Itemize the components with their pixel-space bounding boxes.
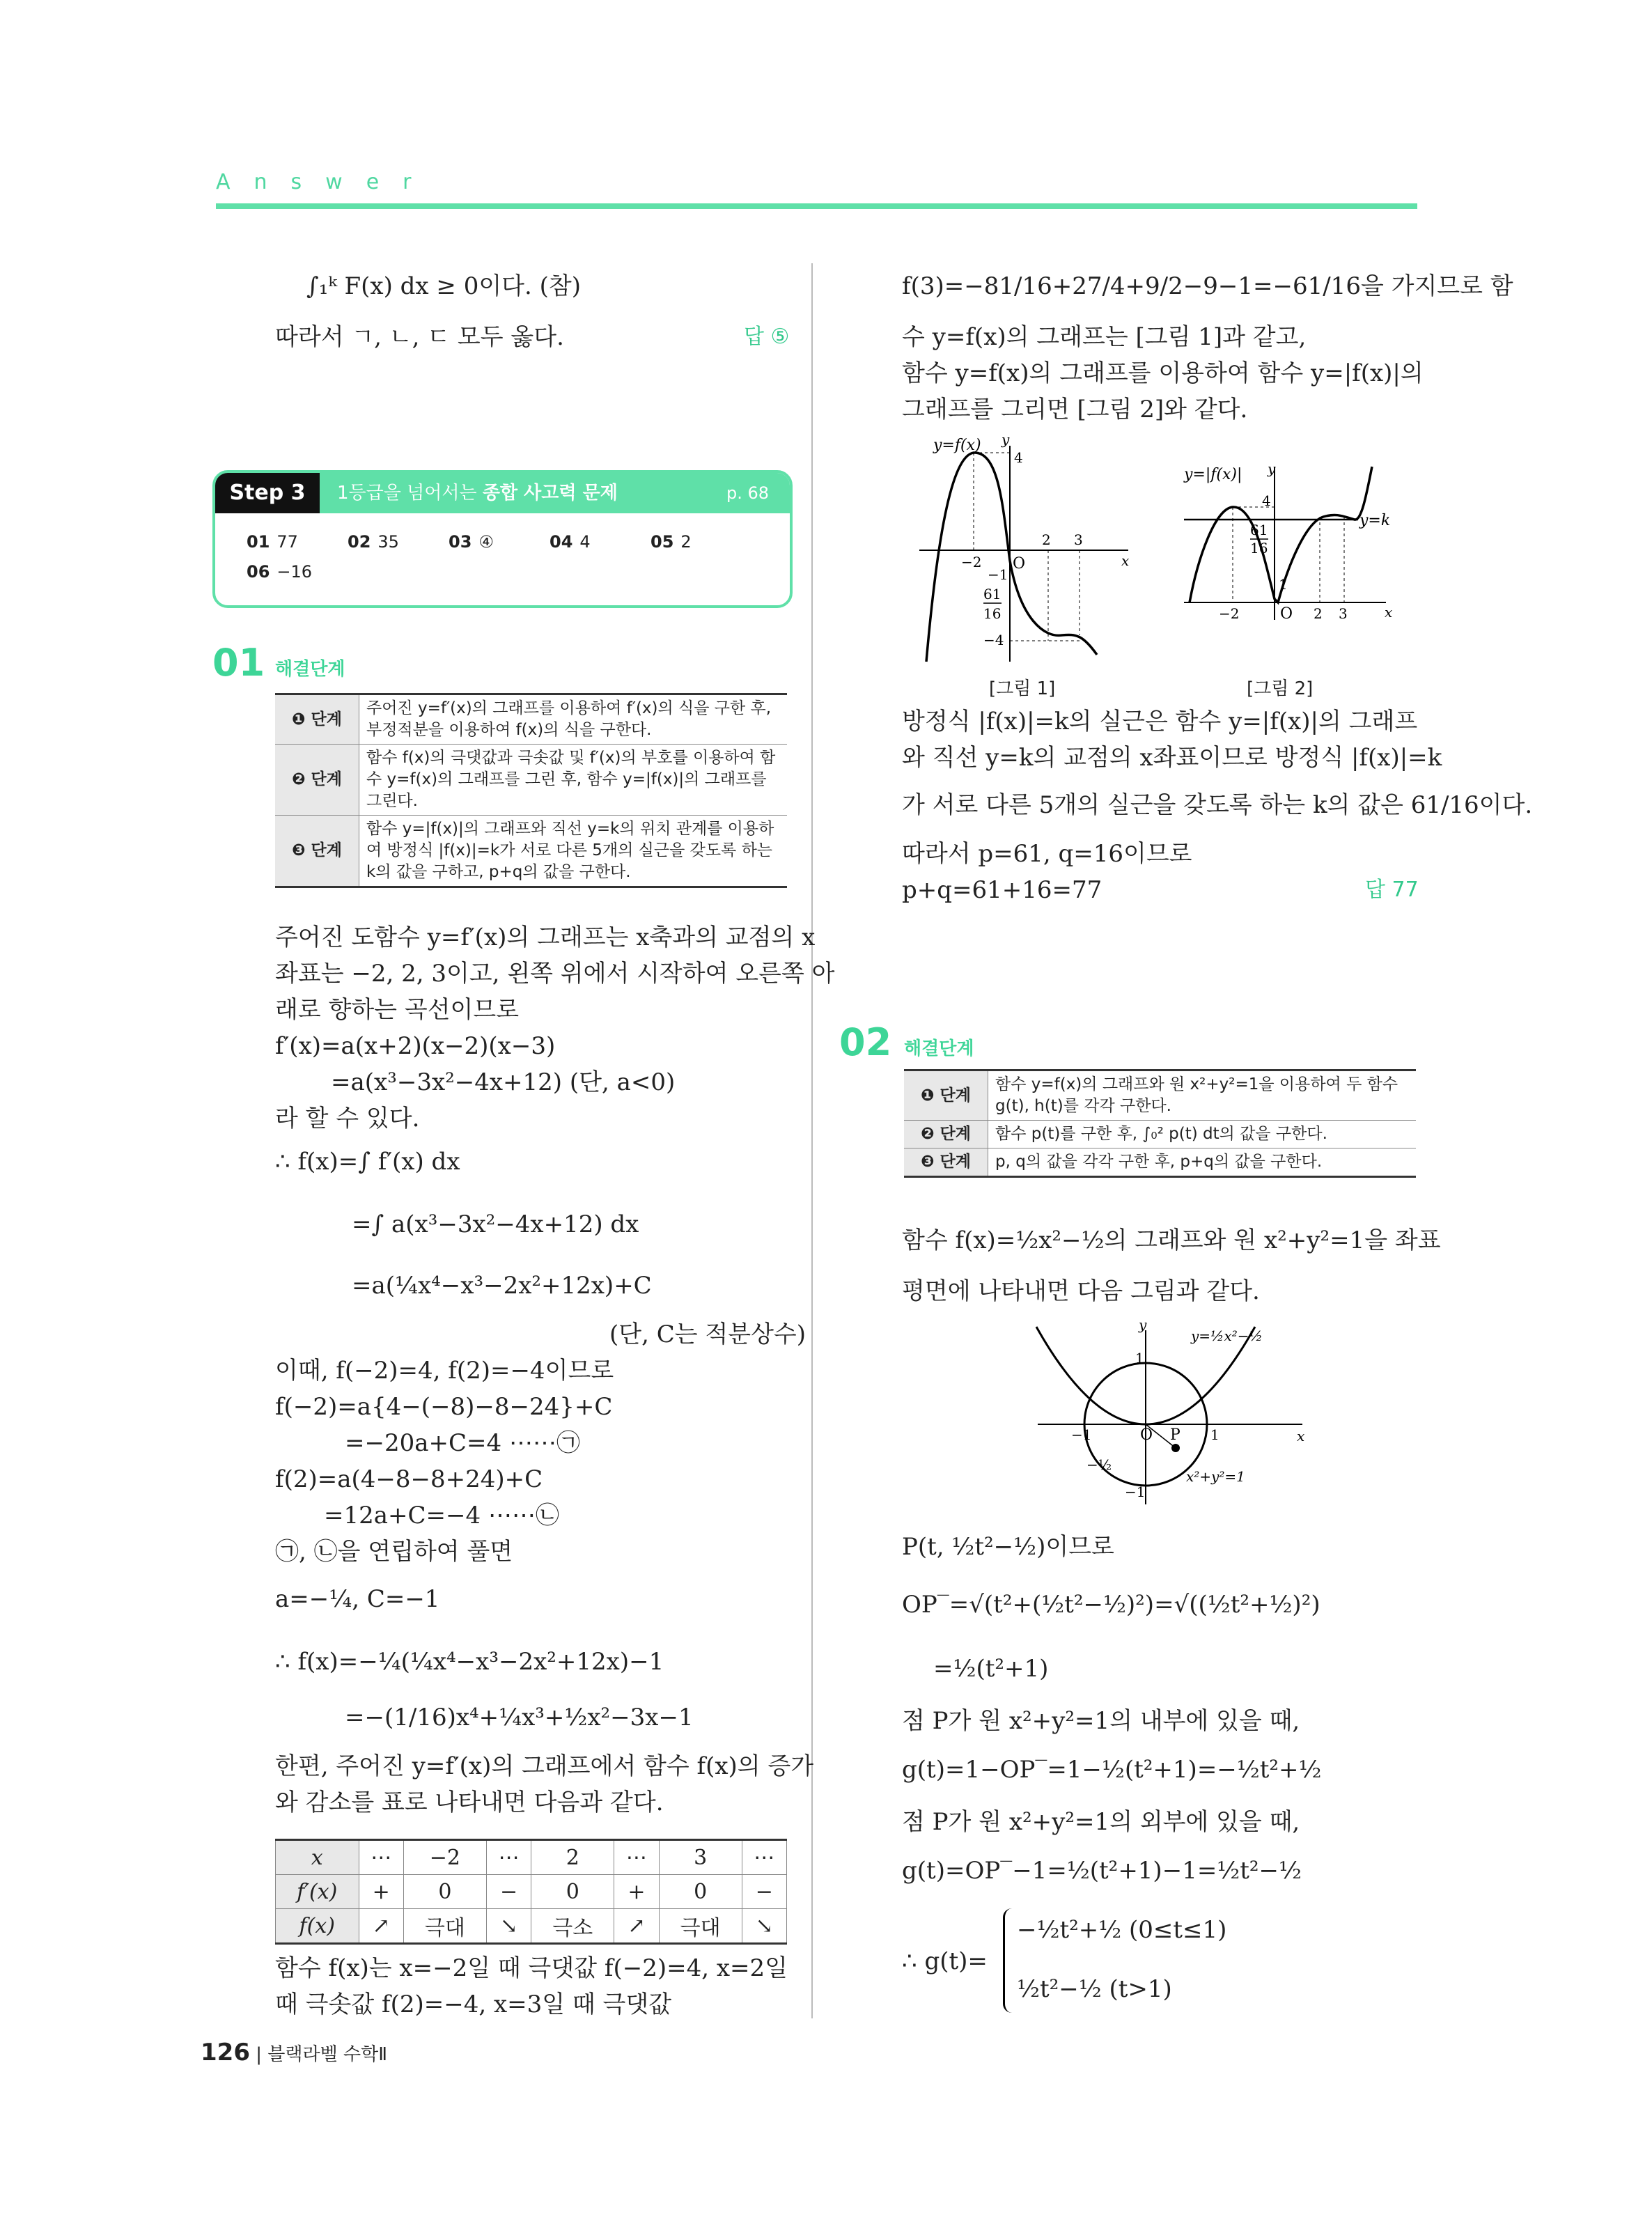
step-row [275,745,787,816]
body-line: 함수 y=f(x)의 그래프를 이용하여 함수 y=|f(x)|의 [902,359,1424,387]
body-line: =∫ a(x³−3x²−4x+12) dx [352,1210,639,1238]
section-label: Answer [216,170,435,194]
page-number: 126 [201,2039,250,2066]
table-cell: ⋯ [486,1840,531,1875]
tick-label: 4 [1014,449,1023,466]
table-cell: ⋯ [614,1840,659,1875]
body-line: OP‾=√(t²+(½t²−½)²)=√((½t²+½)²) [902,1591,1320,1619]
answer-mark: 답 ⑤ [744,325,790,349]
body-line: 주어진 도함수 y=f′(x)의 그래프는 x축과의 교점의 x [275,924,816,951]
solution-steps-label: 해결단계 [904,1038,974,1059]
header-rule [216,203,1417,209]
x-axis-label: x [1297,1428,1305,1444]
table-cell: − [486,1875,531,1909]
body-line: a=−¼, C=−1 [275,1585,440,1613]
body-line: =12a+C=−4 ⋯⋯㉡ [324,1502,559,1529]
body-line: 함수 f(x)는 x=−2일 때 극댓값 f(−2)=4, x=2일 [275,1954,788,1982]
step3-answer-box [212,470,793,608]
body-line: (단, C는 적분상수) [609,1321,806,1348]
solution-steps-label: 해결단계 [275,659,345,680]
origin-label: O [1280,605,1293,623]
table-cell: 극소 [531,1909,614,1944]
tick-label: −1 [1125,1483,1146,1500]
point-p [1171,1444,1180,1452]
tick-label: 61 [983,586,1002,602]
tick-label: −½ [1086,1456,1112,1473]
body-line: 따라서 p=61, q=16이므로 [902,840,1192,868]
tick-label: −4 [983,632,1004,648]
table-cell: 0 [531,1875,614,1909]
piecewise-case: −½t²+½ (0≤t≤1) [1017,1916,1227,1944]
origin-label: O [1140,1426,1153,1444]
body-line: 그래프를 그리면 [그림 2]와 같다. [902,396,1248,423]
y-axis-label: y [1139,1320,1147,1333]
table-cell: ↘ [742,1909,786,1944]
answer-05: 05 2 [650,532,692,552]
body-line: 방정식 |f(x)|=k의 실근은 함수 y=|f(x)|의 그래프 [902,708,1418,735]
body-line: =½(t²+1) [933,1655,1049,1683]
step-row [904,1070,1416,1121]
step3-page-ref: p. 68 [726,483,769,503]
tick-label: 16 [983,605,1002,622]
body-line: ㉠, ㉡을 연립하여 풀면 [275,1538,513,1566]
body-line: f(3)=−81/16+27/4+9/2−9−1=−61/16을 가지므로 함 [902,272,1513,300]
step3-title: 1등급을 넘어서는 종합 사고력 문제 [337,483,618,504]
table-cell: 0 [403,1875,486,1909]
piecewise-case: ½t²−½ (t>1) [1017,1975,1172,2003]
x-axis-label: x [1385,604,1393,621]
tick-label: 2 [1314,605,1323,622]
step-label: ❸ 단계 [275,816,359,887]
tick-label: 1 [1135,1350,1144,1366]
answer-mark: 답 77 [1365,878,1419,902]
body-line: 와 직선 y=k의 교점의 x좌표이므로 방정식 |f(x)|=k [902,744,1442,772]
tick-label: −1 [988,566,1008,583]
body-line: =a(¼x⁴−x³−2x²+12x)+C [352,1272,652,1300]
figure-1-caption: [그림 1] [989,678,1056,699]
body-line: ∴ f(x)=−¼(¼x⁴−x³−2x²+12x)−1 [275,1648,664,1676]
body-line: g(t)=1−OP‾=1−½(t²+1)=−½t²+½ [902,1756,1322,1784]
solution-steps-table-02 [904,1069,1416,1178]
tick-label: 1 [1279,576,1288,593]
table-cell: f′(x) [276,1875,359,1909]
table-row [276,1875,787,1909]
parabola-label: y=½x²−½ [1191,1327,1263,1344]
body-line: 때 극솟값 f(2)=−4, x=3일 때 극댓값 [275,1991,672,2018]
body-line: f(2)=a(4−8−8+24)+C [275,1465,543,1493]
step-text: p, q의 값을 각각 구한 후, p+q의 값을 구한다. [988,1148,1417,1177]
conclusion-line: 따라서 ㄱ, ㄴ, ㄷ 모두 옳다. [275,323,564,351]
table-cell: ↗ [359,1909,403,1944]
body-line: P(t, ½t²−½)이므로 [902,1533,1114,1561]
step3-tag: Step 3 [215,473,320,513]
body-line: g(t)=OP‾−1=½(t²+1)−1=½t²−½ [902,1857,1302,1885]
line-label: y=k [1359,512,1391,529]
y-axis-label: y [1002,432,1010,448]
step-text: 함수 p(t)를 구한 후, ∫₀² p(t) dt의 값을 구한다. [988,1121,1417,1148]
answer-06: 06 −16 [247,562,313,582]
body-line: p+q=61+16=77 [902,876,1102,904]
body-line: 한편, 주어진 y=f′(x)의 그래프에서 함수 f(x)의 증가 [275,1752,814,1780]
body-line: 점 P가 원 x²+y²=1의 외부에 있을 때, [902,1808,1300,1836]
body-line: f′(x)=a(x+2)(x−2)(x−3) [275,1032,556,1060]
table-cell: 2 [531,1840,614,1875]
table-cell: 0 [659,1875,742,1909]
body-line: 점 P가 원 x²+y²=1의 내부에 있을 때, [902,1707,1300,1735]
table-row [276,1840,787,1875]
x-axis-label: x [1121,552,1130,569]
tick-label: 61 [1250,522,1268,538]
tick-label: 16 [1250,540,1268,556]
body-line: 평면에 나타내면 다음 그림과 같다. [902,1277,1260,1305]
step-label: ❶ 단계 [275,694,359,745]
table-cell: 극대 [403,1909,486,1944]
step-text: 주어진 y=f′(x)의 그래프를 이용하여 f′(x)의 식을 구한 후, 부정적분을 이용하여 f(x)의 식을 구한다. [359,694,788,745]
solution-steps-table-01 [275,693,787,888]
body-line: 이때, f(−2)=4, f(2)=−4이므로 [275,1357,614,1385]
table-cell: ⋯ [742,1840,786,1875]
table-row [276,1909,787,1944]
table-cell: ↘ [486,1909,531,1944]
table-cell: x [276,1840,359,1875]
origin-label: O [1013,555,1026,573]
body-line: f(−2)=a{4−(−8)−8−24}+C [275,1393,613,1421]
figure-2-caption: [그림 2] [1247,678,1314,699]
tick-label: −2 [961,554,982,570]
body-line: 수 y=f(x)의 그래프는 [그림 1]과 같고, [902,323,1307,351]
table-cell: 3 [659,1840,742,1875]
book-title: 블랙라벨 수학Ⅱ [267,2044,388,2065]
step-row [904,1121,1416,1148]
table-cell: −2 [403,1840,486,1875]
body-line: =−20a+C=4 ⋯⋯㉠ [345,1429,580,1457]
body-line: 래로 향하는 곡선이므로 [275,996,520,1024]
step-label: ❷ 단계 [904,1121,988,1148]
step-row [275,694,787,745]
point-label: P [1170,1426,1180,1444]
table-cell: 극대 [659,1909,742,1944]
tick-label: 2 [1042,531,1051,548]
figure-2-graph [1177,453,1407,634]
body-line: ∴ f(x)=∫ f′(x) dx [275,1148,460,1176]
answer-01: 01 77 [247,532,298,552]
step-label: ❶ 단계 [904,1070,988,1121]
table-cell: + [614,1875,659,1909]
body-line: 좌표는 −2, 2, 3이고, 왼쪽 위에서 시작하여 오른쪽 아 [275,960,835,988]
problem-number-01: 01 [212,641,265,685]
answer-02: 02 35 [348,532,399,552]
body-line: =a(x³−3x²−4x+12) (단, a<0) [331,1068,676,1096]
increase-decrease-table [275,1839,787,1945]
tick-label: −2 [1219,605,1240,622]
circle-label: x²+y²=1 [1186,1468,1245,1485]
figure-1-graph [905,432,1135,669]
tick-label: 3 [1339,605,1348,622]
table-cell: ⋯ [359,1840,403,1875]
step-text: 함수 y=f(x)의 그래프와 원 x²+y²=1을 이용하여 두 함수 g(t), h(t)를 각각 구한다. [988,1070,1417,1121]
body-line: 와 감소를 표로 나타내면 다음과 같다. [275,1789,664,1816]
table-cell: + [359,1875,403,1909]
step-label: ❷ 단계 [275,745,359,816]
tick-label: 3 [1074,531,1083,548]
piecewise-brace [1003,1908,1012,2013]
table-cell: ↗ [614,1909,659,1944]
tick-label: −1 [1071,1426,1092,1443]
body-line: 가 서로 다른 5개의 실근을 갖도록 하는 k의 값은 61/16이다. [902,791,1533,819]
func-label: y=|f(x)| [1184,466,1242,483]
curve-f [926,453,1097,662]
table-cell: f(x) [276,1909,359,1944]
parabola-circle-figure [1024,1320,1316,1508]
step-text: 함수 y=|f(x)|의 그래프와 직선 y=k의 위치 관계를 이용하여 방정식 |f(x)|=k가 서로 다른 5개의 실근을 갖도록 하는 k의 값을 구하고, p+q의 값을 구한다. [359,816,788,887]
body-line: ∴ g(t)= [902,1947,988,1975]
y-axis-label: y [1268,460,1276,477]
integral-statement: ∫₁ᵏ F(x) dx ≥ 0이다. (참) [306,272,582,300]
func-label: y=f(x) [933,437,981,454]
body-line: 라 할 수 있다. [275,1105,420,1132]
step-text: 함수 f(x)의 극댓값과 극솟값 및 f′(x)의 부호를 이용하여 함수 y=f(x)의 그래프를 그린 후, 함수 y=|f(x)|의 그래프를 그린다. [359,745,788,816]
page-footer: 126 | 블랙라벨 수학Ⅱ [201,2039,388,2066]
body-line: 함수 f(x)=½x²−½의 그래프와 원 x²+y²=1을 좌표 [902,1226,1441,1254]
answer-04: 04 4 [550,532,591,552]
step-row [275,816,787,887]
tick-label: 4 [1262,492,1271,509]
table-cell: − [742,1875,786,1909]
problem-number-02: 02 [839,1020,892,1064]
step-label: ❸ 단계 [904,1148,988,1177]
answer-03: 03 ④ [449,532,494,552]
tick-label: 1 [1210,1426,1219,1443]
step-row [904,1148,1416,1177]
body-line: =−(1/16)x⁴+¼x³+½x²−3x−1 [345,1704,694,1731]
